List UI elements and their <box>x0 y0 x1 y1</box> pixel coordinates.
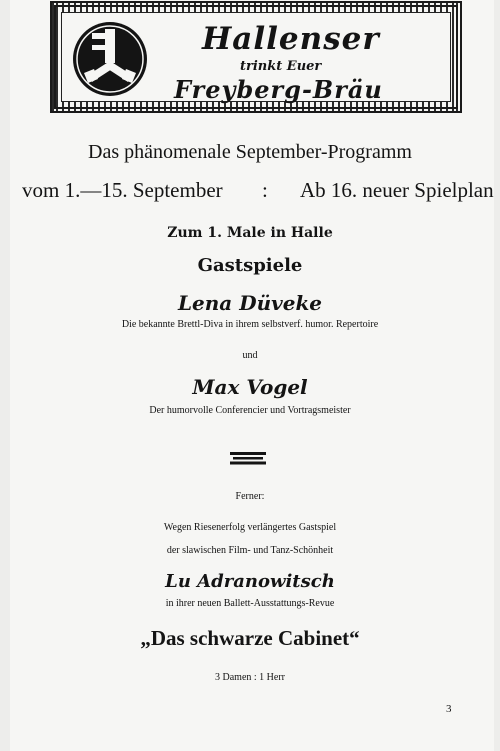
extension-note: Wegen Riesenerfolg verlängertes Gastspiel <box>163 522 337 533</box>
page-number: 3 <box>446 703 452 715</box>
and-text: und <box>242 350 258 361</box>
performer-description: in ihrer neuen Ballett-Ausstattungs-Revue <box>165 598 335 609</box>
program-headline: Das phänomenale September-Programm <box>88 141 412 163</box>
dates-right: Ab 16. neuer Spielplan <box>300 178 494 202</box>
advertisement-inner <box>61 12 451 102</box>
performer-description: Der humorvolle Conferencier und Vortragsmeister <box>149 405 351 416</box>
performer-name: Lu Adranowitsch <box>165 571 335 592</box>
freyberg-logo-icon <box>70 19 150 99</box>
ornament-divider-icon <box>230 451 266 465</box>
first-time-note: Zum 1. Male in Halle <box>167 225 333 241</box>
cast-line: 3 Damen : 1 Herr <box>215 672 285 683</box>
ad-subline: trinkt Euer <box>240 59 322 74</box>
ad-brand: Freyberg-Bräu <box>174 75 383 104</box>
show-title: „Das schwarze Cabinet“ <box>140 626 360 650</box>
guest-heading: Gastspiele <box>197 255 303 276</box>
dates-separator: : <box>262 178 268 202</box>
performer-name: Lena Düveke <box>177 291 323 315</box>
performer-description: Die bekannte Brettl-Diva in ihrem selbstverf. humor. Repertoire <box>121 319 379 330</box>
freyberg-advertisement <box>50 1 462 113</box>
performer-intro: der slawischen Film- und Tanz-Schönheit <box>166 545 334 556</box>
ad-headline: Hallenser <box>202 21 380 57</box>
dates-left: vom 1.—15. September <box>22 178 223 202</box>
performer-name: Max Vogel <box>192 375 308 399</box>
further-label: Ferner: <box>235 491 265 502</box>
